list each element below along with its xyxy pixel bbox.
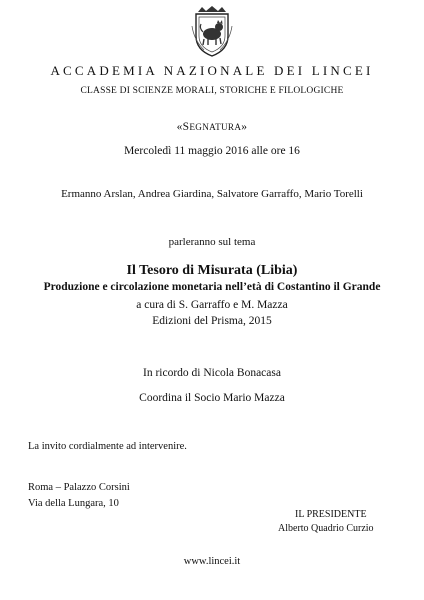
signature-name: Alberto Quadrio Curzio [278, 523, 374, 534]
address-line-1: Roma – Palazzo Corsini [28, 482, 130, 493]
book-editors: a cura di S. Garraffo e M. Mazza [136, 299, 288, 311]
series-rest: EGNATURA [189, 122, 242, 132]
academy-emblem [190, 6, 234, 58]
lynx-crest-icon [190, 6, 234, 58]
dedication: In ricordo di Nicola Bonacasa [143, 367, 281, 379]
book-title: Il Tesoro di Misurata (Libia) [126, 263, 298, 278]
speakers-list: Ermanno Arslan, Andrea Giardina, Salvatore Garraffo, Mario Torelli [61, 188, 363, 200]
series-close: » [241, 121, 248, 133]
signature-title: IL PRESIDENTE [295, 509, 367, 520]
topic-intro: parleranno sul tema [168, 236, 256, 248]
address-line-2: Via della Lungara, 10 [28, 498, 119, 509]
book-publisher: Edizioni del Prisma, 2015 [152, 315, 272, 327]
book-subtitle: Produzione e circolazione monetaria nell’età di Costantino il Grande [43, 281, 381, 293]
series-open: «S [176, 121, 190, 133]
coordinator: Coordina il Socio Mario Mazza [139, 392, 285, 404]
class-name: CLASSE DI SCIENZE MORALI, STORICHE E FILOLOGICHE [80, 86, 344, 96]
invitation-text: La invito cordialmente ad intervenire. [28, 441, 187, 452]
academy-name: ACCADEMIA NAZIONALE DEI LINCEI [50, 63, 374, 78]
event-datetime: Mercoledì 11 maggio 2016 alle ore 16 [124, 145, 300, 157]
website-link[interactable]: www.lincei.it [183, 556, 241, 567]
series-name [0, 121, 424, 133]
